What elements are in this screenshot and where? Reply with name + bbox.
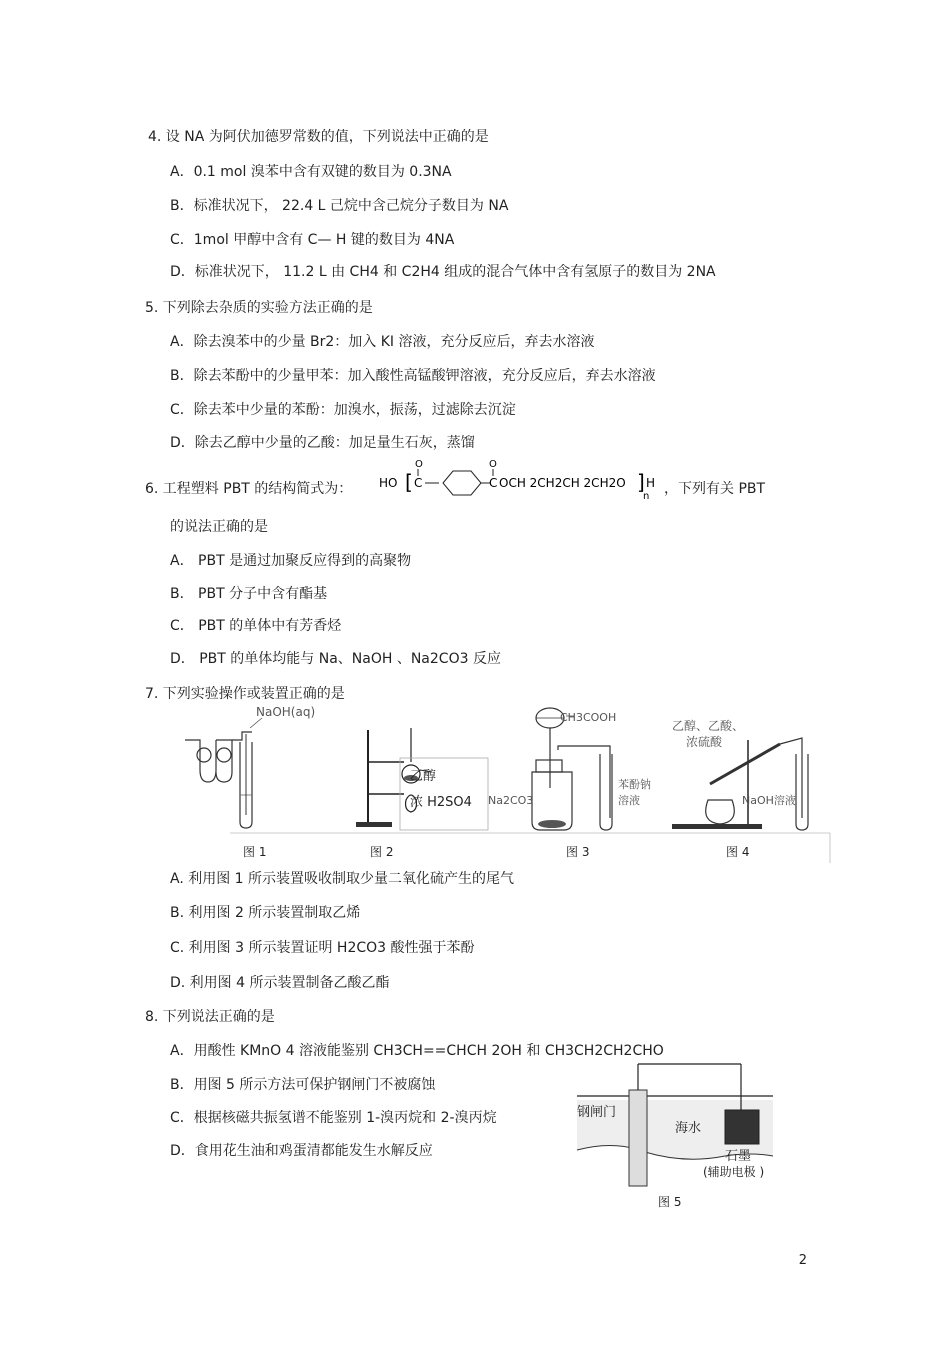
q7-option-d: D. 利用图 4 所示装置制备乙酸乙酯 [170, 975, 390, 991]
figure-5-graphite-label: 石墨 [725, 1149, 752, 1164]
q6-option-a: A． PBT 是通过加聚反应得到的高聚物 [170, 553, 412, 569]
q4-option-a: A．0.1 mol 溴苯中含有双键的数目为 0.3NA [170, 164, 452, 180]
figure-5-apparatus [575, 1060, 775, 1210]
q7-option-a: A. 利用图 1 所示装置吸收制取少量二氧化硫产生的尾气 [170, 871, 515, 887]
q4-option-b: B．标准状况下， 22.4 L 己烷中含己烷分子数目为 NA [170, 198, 509, 214]
q5-option-a: A．除去溴苯中的少量 Br2：加入 KI 溶液，充分反应后，弃去水溶液 [170, 334, 595, 350]
figure-1-apparatus [185, 705, 315, 828]
formula-bracket-left: [ [405, 470, 413, 494]
figure-2-apparatus [356, 728, 488, 830]
figure-5-aux-label: (辅助电极 ) [703, 1165, 765, 1179]
q8-option-d: D．食用花生油和鸡蛋清都能发生水解反应 [170, 1143, 433, 1159]
figure-3-apparatus [488, 708, 651, 830]
figure-4-reagent-label-2: 浓硫酸 [686, 735, 723, 749]
q4-stem: 4. 设 NA 为阿伏加德罗常数的值，下列说法中正确的是 [148, 129, 489, 145]
figure-3-solution-label: 溶液 [618, 794, 640, 807]
figure-2-acid-label: 浓 H2SO4 [410, 795, 472, 810]
figure-2-caption: 图 2 [370, 845, 394, 859]
formula-c-2: C [489, 476, 498, 490]
figure-4-caption: 图 4 [726, 845, 750, 859]
figure-3-phenolate-label: 苯酚钠 [618, 778, 651, 791]
benzene-ring [443, 471, 481, 495]
figure-4-apparatus [672, 718, 808, 830]
figure-2-ethanol-label: 乙醇 [410, 769, 437, 784]
q7-apparatus-figures [180, 700, 835, 865]
figure-5-caption: 图 5 [658, 1195, 682, 1209]
q8-option-b: B．用图 5 所示方法可保护钢闸门不被腐蚀 [170, 1077, 436, 1093]
figure-3-acid-label: CH3COOH [560, 711, 617, 724]
q4-option-c: C．1mol 甲醇中含有 C— H 键的数目为 4NA [170, 232, 455, 248]
formula-c-1: C [414, 476, 423, 490]
q7-stem: 7. 下列实验操作或装置正确的是 [145, 686, 345, 702]
q6-option-b: B． PBT 分子中含有酯基 [170, 586, 328, 602]
formula-n: n [643, 491, 650, 502]
q8-option-a: A．用酸性 KMnO 4 溶液能鉴别 CH3CH==CHCH 2OH 和 CH3CH2CH2CHO [170, 1043, 664, 1059]
q8-option-c: C．根据核磁共振氢谱不能鉴别 1-溴丙烷和 2-溴丙烷 [170, 1110, 497, 1126]
figure-5-sea-label: 海水 [675, 1121, 702, 1136]
figure-1-naoh-label: NaOH(aq) [256, 705, 316, 719]
formula-ho: HO [379, 476, 398, 490]
q6-option-c: C． PBT 的单体中有芳香烃 [170, 618, 342, 634]
q7-option-c: C. 利用图 3 所示装置证明 H2CO3 酸性强于苯酚 [170, 940, 475, 956]
q4-option-d: D．标准状况下， 11.2 L 由 CH4 和 C2H4 组成的混合气体中含有氢原子的数目为 2NA [170, 264, 716, 280]
q5-option-c: C．除去苯中少量的苯酚：加溴水，振荡，过滤除去沉淀 [170, 402, 516, 418]
figure-4-reagent-label-1: 乙醇、乙酸、 [672, 719, 745, 733]
formula-o-1: O [415, 459, 423, 470]
figure-3-caption: 图 3 [566, 845, 590, 859]
pbt-structure-formula [375, 455, 671, 503]
figure-4-naoh-label: NaOH溶液 [742, 794, 796, 807]
q7-option-b: B. 利用图 2 所示装置制取乙烯 [170, 905, 361, 921]
q5-option-b: B．除去苯酚中的少量甲苯：加入酸性高锰酸钾溶液，充分反应后，弃去水溶液 [170, 368, 656, 384]
q6-stem-cont: 的说法正确的是 [170, 519, 268, 535]
formula-h: H [646, 476, 656, 490]
q6-stem-left: 6. 工程塑料 PBT 的结构简式为： [145, 481, 353, 497]
q8-stem: 8. 下列说法正确的是 [145, 1009, 275, 1025]
figure-5-gate-label: 钢闸门 [577, 1105, 617, 1120]
q6-option-d: D． PBT 的单体均能与 Na、NaOH 、Na2CO3 反应 [170, 651, 501, 667]
q5-stem: 5. 下列除去杂质的实验方法正确的是 [145, 300, 373, 316]
figure-1-caption: 图 1 [243, 845, 267, 859]
q5-option-d: D．除去乙醇中少量的乙酸：加足量生石灰，蒸馏 [170, 435, 475, 451]
q6-stem-right: ，下列有关 PBT [664, 481, 766, 497]
formula-o-2: O [489, 459, 497, 470]
page-number: 2 [798, 1253, 807, 1268]
formula-chain: OCH 2CH2CH 2CH2O [499, 476, 626, 490]
figure-3-carbonate-label: Na2CO3 [488, 794, 534, 807]
formula-bracket-right: ] [637, 470, 645, 494]
